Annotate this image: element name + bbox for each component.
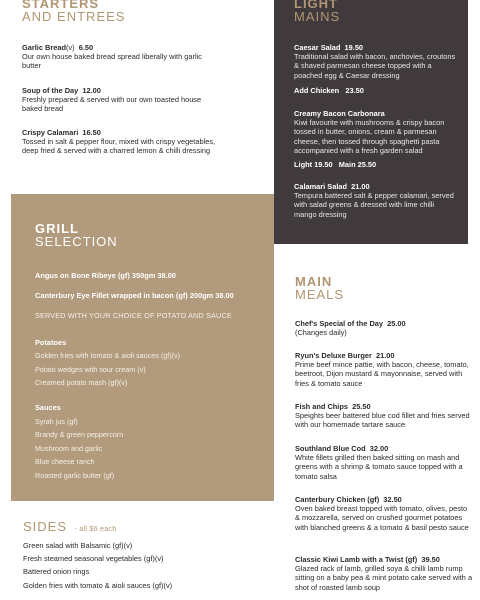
main-meals-title-line2: MEALS: [295, 287, 345, 302]
light-mains-title-line1: LIGHT: [294, 0, 338, 11]
grill-title-line1: GRILL: [35, 221, 79, 236]
item-desc: Tossed in salt & pepper flour, mixed with crispy vegetables, deep fried & served with a charred lemon & chilli dressing: [22, 137, 216, 156]
item-price: 16.50: [82, 128, 101, 137]
item-desc: Freshly prepared & served with our own toasted house baked bread: [22, 95, 202, 114]
item-tag: (v): [65, 43, 75, 52]
eye-fillet-item: Canterbury Eye Fillet wrapped in bacon (gf) 200gm 38.00: [35, 291, 234, 300]
item-desc: Oven baked breast topped with tomato, olives, pesto & mozzarella, served on crushed gourmet potatoes with blanched greens & a tomato & basil pesto sauce: [295, 504, 469, 532]
served-with-note: SERVED WITH YOUR CHOICE OF POTATO AND SAUCE: [35, 311, 232, 320]
item-name: Caesar Salad: [294, 43, 341, 52]
add-chicken-item: [294, 86, 364, 95]
sides-price-note: - all $6 each: [74, 524, 117, 533]
item-name: Crispy Calamari: [22, 128, 79, 137]
starter-item: [22, 43, 207, 71]
item-desc: Glazed rack of lamb, grilled soya & chilli lamb rump sitting on a baby pea & mint potato cake served with a shot of roasted lamb soup: [295, 564, 473, 592]
main-meals-heading: [295, 275, 344, 301]
item-price: 21.00: [351, 182, 370, 191]
light-mains-heading: [294, 0, 340, 23]
item-price: 32.50: [383, 495, 402, 504]
sauce-option: Brandy & green peppercorn: [35, 430, 124, 439]
main-meal-item: [295, 495, 470, 532]
starters-title-line2: AND ENTREES: [22, 9, 126, 24]
item-name: Ryun's Deluxe Burger: [295, 351, 372, 360]
light-mains-title-line2: MAINS: [294, 9, 341, 24]
starter-item: [22, 86, 202, 114]
main-meal-item: [295, 444, 470, 481]
side-item: Green salad with Balsamic (gf)(v): [23, 541, 133, 550]
carbonara-item: [294, 109, 462, 155]
main-meal-item: [295, 402, 470, 430]
sides-title: SIDES: [23, 519, 68, 534]
item-name: Add Chicken: [294, 86, 340, 95]
item-desc: Kiwi favourite with mushrooms & crispy bacon tossed in butter, onions, cream & parmesan cheese, then tossed through spaghetti pasta accompanied with a fresh garden salad: [294, 118, 445, 155]
item-name: Classic Kiwi Lamb with a Twist (gf): [295, 555, 418, 564]
caesar-salad-item: [294, 43, 459, 80]
light-mains-panel: [274, 0, 468, 244]
item-desc: Tempura battered salt & pepper calamari, served with salad greens & dressed with lime chilli mango dressing: [294, 191, 454, 219]
item-desc: Prime beef mince pattie, with bacon, cheese, tomato, beetroot, Dijon mustard & mayonnaise, served with fries & tomato sauce: [295, 360, 469, 388]
sauce-option: Roasted garlic butter (gf): [35, 471, 115, 480]
starters-section: [22, 0, 252, 26]
side-item: Fresh steamed seasonal vegetables (gf)(v): [23, 554, 164, 564]
sauces-title: Sauces: [35, 403, 61, 412]
item-name: Calamari Salad: [294, 182, 347, 191]
grill-panel: [11, 194, 274, 501]
potato-option: Creamed potato mash (gf)(v): [35, 378, 128, 387]
item-name: Garlic Bread: [22, 43, 66, 52]
item-price: 23.50: [345, 86, 364, 95]
main-meal-item: [295, 555, 473, 592]
potatoes-title: Potatoes: [35, 338, 67, 347]
potato-option: Golden fries with tomato & aioli sauces (gf)(v): [35, 351, 181, 360]
sauce-option: Mushroom and garlic: [35, 444, 103, 453]
potato-option: Potato wedges with sour cream (v): [35, 365, 146, 374]
item-desc: (Changes daily): [295, 328, 347, 338]
side-item: Golden fries with tomato & aioli sauces (gf)(v): [23, 580, 173, 590]
item-price: 6.50: [78, 43, 94, 52]
sauce-option: Syrah jus (gf): [35, 417, 78, 426]
item-name: Soup of the Day: [22, 86, 79, 95]
grill-title-line2: SELECTION: [35, 234, 118, 249]
item-desc: Speights beer battered blue cod fillet and fries served with our homemade tartare sauce: [295, 411, 470, 430]
item-name: Fish and Chips: [295, 402, 348, 411]
item-name: Creamy Bacon Carbonara: [294, 109, 385, 118]
item-price: 21.00: [376, 351, 395, 360]
starters-title-line1: STARTERS: [22, 0, 100, 11]
starter-item: [22, 128, 222, 156]
item-desc: Our own house baked bread spread liberally with garlic butter: [22, 52, 202, 71]
carbonara-sizes: Light 19.50 Main 25.50: [294, 160, 377, 169]
calamari-salad-item: [294, 182, 454, 219]
grill-heading: [35, 222, 118, 248]
sides-heading: [23, 520, 116, 536]
main-meal-item: [295, 319, 470, 337]
item-name: Southland Blue Cod: [295, 444, 366, 453]
starters-heading: [22, 0, 252, 23]
ribeye-item: Angus on Bone Ribeye (gf) 350gm 38.00: [35, 271, 176, 280]
side-item: Battered onion rings: [23, 567, 90, 577]
item-price: 19.50: [344, 43, 364, 52]
sauce-option: Blue cheese ranch: [35, 457, 95, 466]
item-price: 32.00: [369, 444, 389, 453]
main-meals-title-line1: MAIN: [295, 274, 333, 289]
main-meal-item: [295, 351, 470, 388]
item-price: 25.00: [387, 319, 406, 328]
item-desc: Traditional salad with bacon, anchovies, croutons & shaved parmesan cheese topped with a poached egg & Caesar dressing: [294, 52, 456, 80]
sides-list: [23, 541, 172, 590]
item-price: 12.00: [82, 86, 101, 95]
item-name: Chef's Special of the Day: [295, 319, 384, 328]
item-price: 25.50: [352, 402, 371, 411]
item-name: Canterbury Chicken (gf): [295, 495, 380, 504]
item-price: 39.50: [421, 555, 440, 564]
item-desc: White fillets grilled then baked sitting on mash and greens with a shrimp & tomato sauce topped with a tomato salsa: [295, 453, 463, 481]
